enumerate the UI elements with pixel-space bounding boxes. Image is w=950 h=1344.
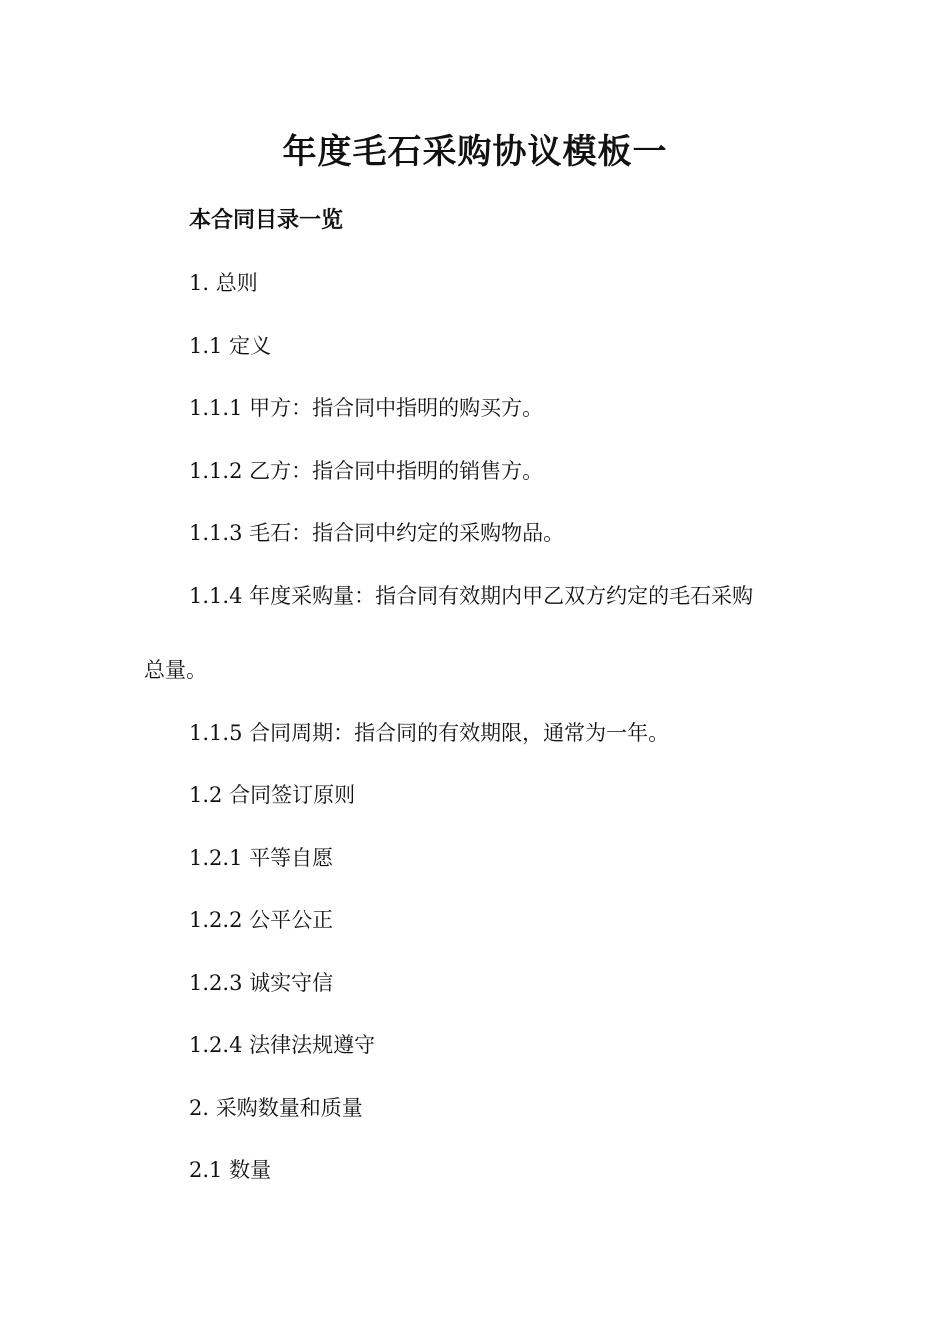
toc-line: 1.2.2 公平公正: [189, 908, 334, 932]
toc-line: 1.1.5 合同周期：指合同的有效期限，通常为一年。: [189, 721, 670, 745]
document-title: 年度毛石采购协议模板一: [282, 132, 668, 172]
toc-line: 1. 总则: [189, 271, 258, 295]
toc-line: 1.1 定义: [189, 334, 272, 358]
toc-line: 1.1.3 毛石：指合同中约定的采购物品。: [189, 521, 565, 545]
toc-line: 1.1.2 乙方：指合同中指明的销售方。: [189, 459, 544, 483]
toc-heading: 本合同目录一览: [189, 208, 344, 233]
toc-line: 1.1.4 年度采购量：指合同有效期内甲乙双方约定的毛石采购: [189, 584, 754, 608]
toc-line: 1.2.3 诚实守信: [189, 971, 334, 995]
toc-line: 2. 采购数量和质量: [189, 1096, 363, 1120]
toc-line: 2.1 数量: [189, 1158, 272, 1182]
toc-line: 1.2 合同签订原则: [189, 783, 356, 807]
toc-line-continuation: 总量。: [144, 658, 207, 682]
toc-line: 1.2.4 法律法规遵守: [189, 1033, 376, 1057]
toc-line: 1.1.1 甲方：指合同中指明的购买方。: [189, 396, 544, 420]
toc-line: 1.2.1 平等自愿: [189, 846, 334, 870]
